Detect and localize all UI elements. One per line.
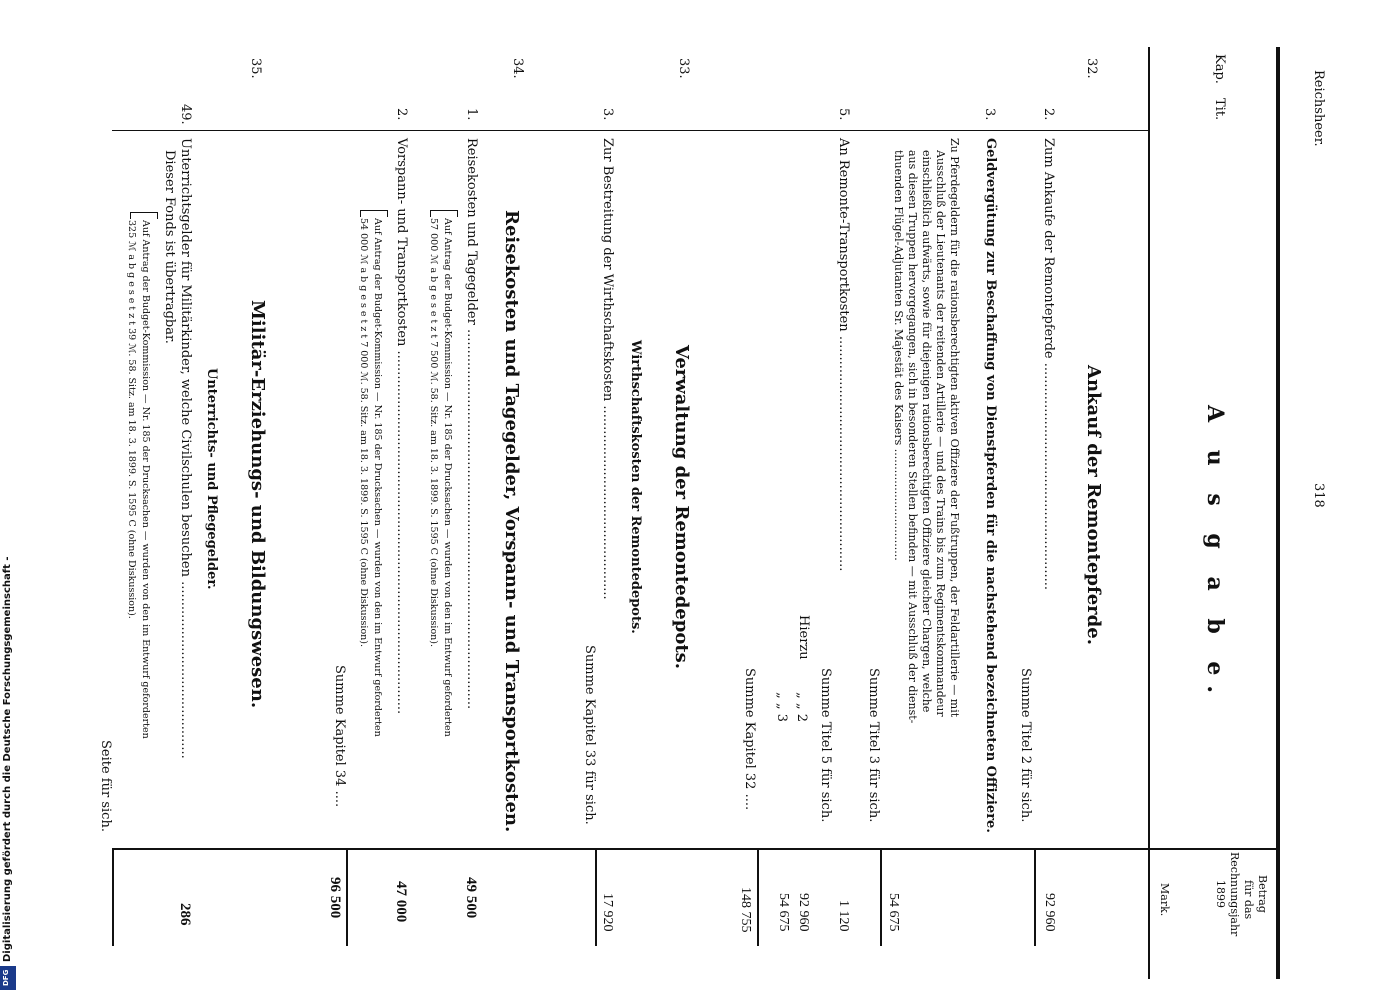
titel-number: 5. <box>836 108 851 121</box>
titel-text: Vorspann- und Transportkosten ........................................................................................ <box>394 138 409 715</box>
note-bracket <box>130 212 158 219</box>
dfg-logo <box>0 966 16 990</box>
amount-column-rule <box>112 848 1278 850</box>
titel-text: An Remonte-Transportkosten ......................................................... <box>836 138 851 572</box>
hierzu-amount: 92 960 <box>796 893 811 932</box>
titel-text-line: Ausschluß der Lieutenants der reitenden Artillerie — und des Trains bis zum Regimentskommandeur <box>934 150 947 717</box>
sum-rule <box>112 850 114 946</box>
hierzu-row-label: „ „ 2 <box>794 692 809 723</box>
titel-sum-label: Summe Titel 3 für sich. <box>866 668 881 823</box>
sum-rule <box>346 850 348 946</box>
sum-rule <box>595 850 597 946</box>
kapitel-sum-label: Summe Kapitel 34 .... <box>332 665 347 808</box>
titel-amount: 286 <box>177 903 193 926</box>
titel-text-line: Dieser Fonds ist übertragbar. <box>162 150 177 344</box>
budget-note-line: Auf Antrag der Budget-Kommission — Nr. 185 der Drucksachen — wurden von den im Entwurf geforderten <box>140 220 151 739</box>
section-heading: Verwaltung der Remontedepots. <box>671 345 692 670</box>
titel-number: 49. <box>178 104 193 125</box>
kapitel-number: 34. <box>510 58 525 79</box>
kapitel-total: 96 500 <box>327 877 343 919</box>
titel-number: 3. <box>600 108 615 121</box>
hierzu-row-label: „ „ 3 <box>774 692 789 723</box>
titel-text: Zum Ankaufe der Remontepferde ....................................................... <box>1041 138 1056 591</box>
section-subheading: Wirthschaftskosten der Remontedepots. <box>628 340 643 634</box>
titel-amount: 1 120 <box>836 900 851 932</box>
note-bracket <box>430 210 458 217</box>
mark-unit-label: Mark. <box>1158 883 1171 917</box>
budget-note-line: Auf Antrag der Budget-Kommission — Nr. 185 der Drucksachen — wurden von den im Entwurf geforderten <box>442 218 453 737</box>
titel-text: Reisekosten und Tagegelder ............................................................................................ <box>464 138 479 710</box>
titel-number: 3. <box>982 108 997 121</box>
titel-text: Unterrichtsgelder für Militärkinder, welche Civilschulen besuchen ........................................... <box>178 138 193 759</box>
section-heading: Ankauf der Remontepferde. <box>1083 365 1104 645</box>
section-heading: Militär-Erziehungs- und Bildungswesen. <box>247 300 268 709</box>
note-bracket <box>360 210 388 217</box>
budget-note-line: 325 ℳ a b g e s e t z t 39 ℳ. 58. Sitz. am 18. 3. 1899. S. 1595 C (ohne Diskussion). <box>126 220 137 619</box>
budget-note-line: 57 000 ℳ a b g e s e t z t 7 500 ℳ. 58. Sitz. am 18. 3. 1899. S. 1595 C (ohne Diskussion). <box>428 218 439 648</box>
titel-amount: 92 960 <box>1042 893 1057 932</box>
titel-number: 2. <box>394 108 409 121</box>
kap-column-header: Kap. <box>1212 54 1227 84</box>
titel-amount: 54 675 <box>886 893 901 932</box>
sum-rule <box>1034 850 1036 946</box>
dfg-logo-text: DFG <box>2 969 10 986</box>
running-title: Reichsheer. <box>1311 70 1326 147</box>
section-subheading: Unterrichts- und Pflegegelder. <box>204 368 219 590</box>
continuation-label: Seite für sich. <box>98 740 113 832</box>
sum-rule <box>757 850 759 946</box>
titel-amount: 47 000 <box>393 881 409 923</box>
tit-column-header: Tit. <box>1212 98 1227 121</box>
amount-header-line: Rechnungsjahr <box>1228 852 1241 937</box>
amount-header-line: 1899 <box>1214 880 1227 908</box>
page-number: 318 <box>1311 483 1326 508</box>
header-rule <box>1148 47 1150 979</box>
top-thick-rule <box>1276 47 1280 979</box>
kapitel-number: 32. <box>1084 58 1099 79</box>
budget-note-line: 54 000 ℳ a b g e s e t z t 7 000 ℳ. 58. Sitz. am 18. 3. 1899. S. 1595 C (ohne Diskussion). <box>358 218 369 648</box>
amount-header-line: Betrag <box>1256 875 1269 913</box>
titel-text-line: Geldvergütung zur Beschaffung von Dienstpferden für die nachstehend bezeichneten Offiziere. <box>983 138 998 833</box>
kapitel-sum-label: Summe Kapitel 33 für sich. <box>582 645 597 825</box>
amount-header-line: für das <box>1242 880 1255 920</box>
titel-amount: 49 500 <box>463 877 479 919</box>
hierzu-amount: 54 675 <box>776 893 791 932</box>
titel-sum-label: Summe Titel 5 für sich. <box>818 668 833 823</box>
kapitel-number: 33. <box>676 58 691 79</box>
titel-text-line: thuenden Flügel-Adjutanten Sr. Majestät des Kaisers ................................ <box>892 150 905 561</box>
budget-note-line: Auf Antrag der Budget-Kommission — Nr. 185 der Drucksachen — wurden von den im Entwurf geforderten <box>372 218 383 737</box>
kapitel-sum-label: Summe Kapitel 32 .... <box>742 668 757 811</box>
main-heading: A u s g a b e. <box>1202 405 1228 704</box>
titel-text: Zur Bestreitung der Wirthschaftskosten ............................................... <box>600 138 615 600</box>
titel-text-line: aus diesen Truppen hervorgegangen, sich in besonderen Stellen befinden — mit Ausschluß der dienst- <box>906 150 919 724</box>
titel-number: 1. <box>464 108 479 121</box>
kapitel-total: 148 755 <box>738 887 753 933</box>
kapitel-number: 35. <box>248 58 263 79</box>
titel-number: 2. <box>1041 108 1056 121</box>
kapitel-total: 17 920 <box>600 893 615 932</box>
titel-text-line: Zu Pferdegeldern für die rationsberechtigten aktiven Offiziere der Fußtruppen, der Feldartillerie — mit <box>948 138 961 718</box>
titel-text-line: einschließlich aufwärts, sowie für diejenigen rationsberechtigten Offiziere gleicher Chargen, welche <box>920 150 933 713</box>
hierzu-label: Hierzu <box>796 615 811 660</box>
titel-sum-label: Summe Titel 2 für sich. <box>1018 668 1033 823</box>
sum-rule <box>880 850 882 946</box>
kap-column-rule <box>112 130 1148 131</box>
digitization-credit: Digitalisierung gefördert durch die Deutsche Forschungsgemeinschaft - <box>2 556 13 962</box>
section-heading: Reisekosten und Tagegelder, Vorspann- und Transportkosten. <box>501 210 522 833</box>
